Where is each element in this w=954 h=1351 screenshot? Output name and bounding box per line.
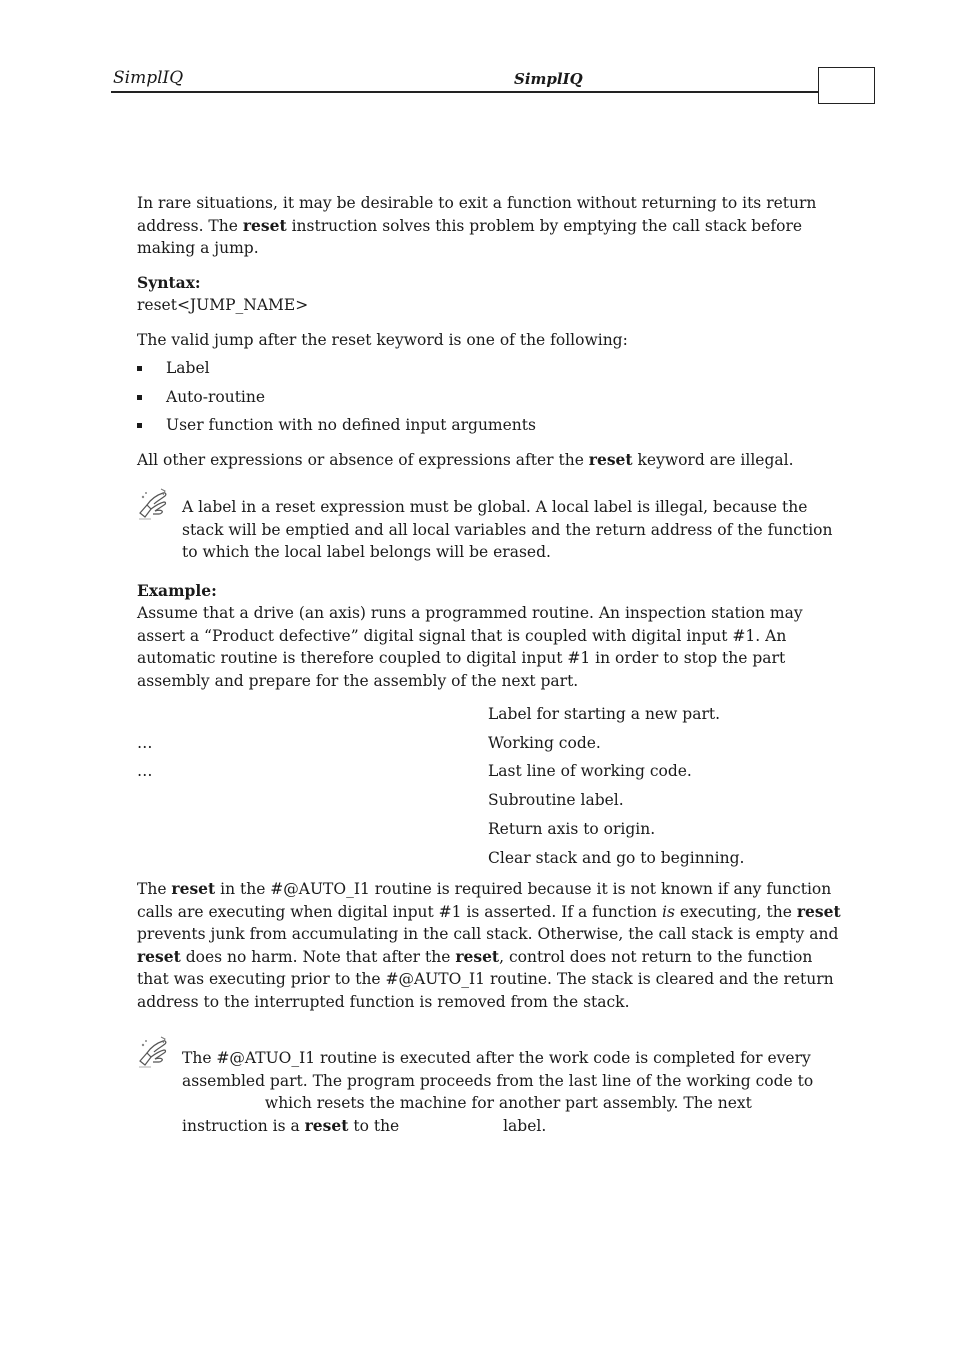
- note-hand-icon: [137, 1035, 171, 1069]
- example-heading: Example:: [137, 580, 217, 600]
- valid-jump-list: [137, 357, 842, 437]
- code-row: [137, 843, 842, 872]
- code-row: [137, 757, 842, 786]
- list-item: Auto-routine: [137, 386, 842, 409]
- example-block: [137, 580, 842, 693]
- code-listing: [137, 700, 842, 872]
- code-row: [137, 786, 842, 815]
- page-content: [137, 192, 842, 1137]
- valid-jump-lead: The valid jump after the reset keyword is one of the following:: [137, 330, 628, 349]
- code-row: [137, 729, 842, 758]
- code-comment: Label for starting a new part.: [488, 705, 721, 724]
- reset-explanation-paragraph: The reset in the #@AUTO_I1 routine is required because it is not known if any function calls are executing when digital input #1 is asserted. If a function is executing, the reset prevents junk from accumulating in the call stack. Otherwise, the call stack is empty and reset does no harm. Note that after the reset, control does not return to the function that was executing prior to the #@AUTO_I1 routine. The stack is cleared and the return address to the interrupted function is removed from the stack.: [137, 879, 841, 1011]
- note-box: [137, 487, 842, 564]
- header-rule: [111, 91, 819, 93]
- note-hand-icon: [137, 487, 171, 521]
- header-center-title: SimplIQ: [514, 70, 583, 88]
- intro-paragraph: In rare situations, it may be desirable to exit a function without returning to its return address. The reset instruction solves this problem by emptying the call stack before making a jump.: [137, 194, 817, 257]
- code-line: …: [137, 733, 153, 752]
- syntax-code: reset<JUMP_NAME>: [137, 296, 309, 314]
- code-row: [137, 700, 842, 729]
- header-left-title: SimplIQ: [113, 68, 184, 88]
- code-comment: Working code.: [488, 733, 601, 752]
- illegal-paragraph: All other expressions or absence of expressions after the reset keyword are illegal.: [137, 449, 794, 469]
- note-text: The #@ATUO_I1 routine is executed after the work code is completed for every assembled part. The program proceeds from the last line of the working code to which resets the machine for another part assembly. The next instruction is a reset to the label.: [182, 1049, 814, 1135]
- example-paragraph: Assume that a drive (an axis) runs a programmed routine. An inspection station may assert a “Product defective” digital signal that is coupled with digital input #1. An automatic routine is therefore coupled to digital input #1 in order to stop the part assembly and prepare for the assembly of the next part.: [137, 604, 803, 690]
- syntax-block: [137, 272, 842, 317]
- note-text: A label in a reset expression must be global. A local label is illegal, because the stack will be emptied and all local variables and the return address of the function to which the local label belongs will be erased.: [182, 498, 833, 561]
- list-item: Label: [137, 357, 842, 380]
- code-comment: Last line of working code.: [488, 762, 692, 781]
- page-number-box: [818, 67, 875, 104]
- code-comment: Return axis to origin.: [488, 819, 656, 838]
- code-comment: Clear stack and go to beginning.: [488, 848, 745, 867]
- code-line: …: [137, 762, 153, 781]
- code-comment: Subroutine label.: [488, 791, 624, 810]
- list-item: User function with no defined input arguments: [137, 414, 842, 437]
- syntax-heading: Syntax:: [137, 272, 201, 292]
- note-box: [137, 1035, 842, 1137]
- code-row: [137, 815, 842, 844]
